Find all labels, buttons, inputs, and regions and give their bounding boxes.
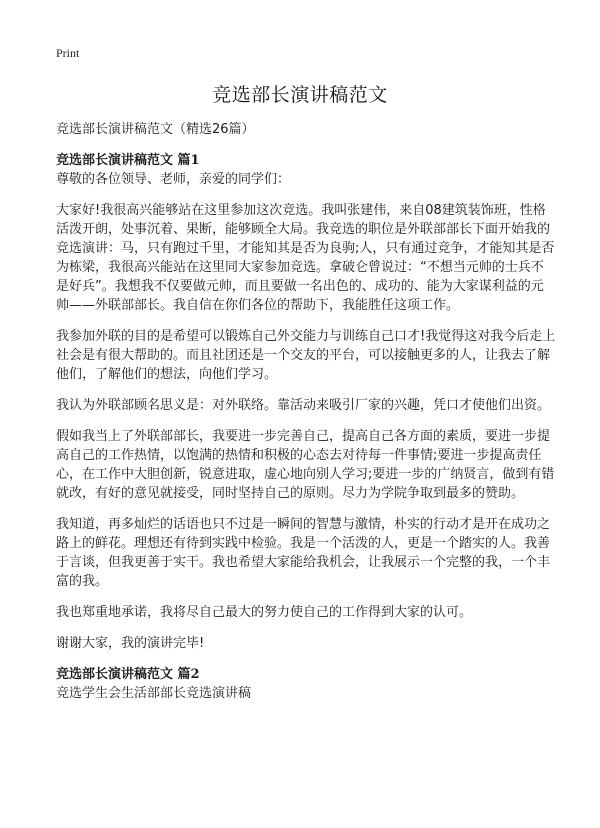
paragraph-definition: 我认为外联部顾名思义是：对外联络。靠活动来吸引厂家的兴趣，凭口才使他们出资。 [56,398,551,413]
document-body [56,120,556,715]
subtitle: 竞选部长演讲稿范文（精选26篇） [56,122,255,137]
paragraph-action: 我知道，再多灿烂的话语也只不过是一瞬间的智慧与激情，朴实的行动才是开在成功之路上的鲜花。理想还有待到实践中检验。我是一个活泼的人，更是一个踏实的人。我善于言谈，但我更善于实干。我也希望大家能给我机会，让我展示一个完整的我，一个丰富的我。 [56,517,551,589]
paragraph-promise: 我也郑重地承诺，我将尽自己最大的努力使自己的工作得到大家的认可。 [56,605,473,620]
paragraph-thanks: 谢谢大家，我的演讲完毕! [56,636,205,651]
paragraph-section2-title: 竞选学生会生活部部长竞选演讲稿 [56,686,252,701]
section-heading-2: 竞选部长演讲稿范文 篇2 [56,667,200,682]
paragraph-plan: 假如我当上了外联部部长，我要进一步完善自己，提高自己各方面的素质，要进一步提高自己的工作热情，以饱满的热情和积极的心态去对待每一件事情;要进一步提高责任心，在工作中大胆创新，锐意进取，虚心地向别人学习;要进一步的广纳贤言，做到有错就改，有好的意见就接受，同时坚持自己的原则。尽力为学院争取到最多的赞助。 [56,429,555,501]
page-title: 竞选部长演讲稿范文 [212,84,388,106]
paragraph-intro: 大家好!我很高兴能够站在这里参加这次竞选。我叫张建伟，来自08建筑装饰班，性格活泼开朗，处事沉着、果断，能够顾全大局。我竞选的职位是外联部部长下面开始我的竞选演讲：马，只有跑过千里，才能知其是否为良驹;人，只有通过竞争，才能知其是否为栋梁，我很高兴能站在这里同大家参加竞选。拿破仑曾说过：“不想当元帅的士兵不是好兵”。我想我不仅要做元帅，而且要做一名出色的、成功的、能为大家谋利益的元帅——外联部部长。我自信在你们各位的帮助下，我能胜任这项工作。 [56,203,555,313]
paragraph-purpose: 我参加外联的目的是希望可以锻炼自己外交能力与训练自己口才!我觉得这对我今后走上社会是有很大帮助的。而且社团还是一个交友的平台，可以接触更多的人，让我去了解他们，了解他们的想法，向他们学习。 [56,329,556,382]
section-heading-1: 竞选部长演讲稿范文 篇1 [56,153,200,168]
print-link[interactable]: Print [56,46,80,60]
paragraph-greeting: 尊敬的各位领导、老师，亲爱的同学们： [56,172,291,187]
